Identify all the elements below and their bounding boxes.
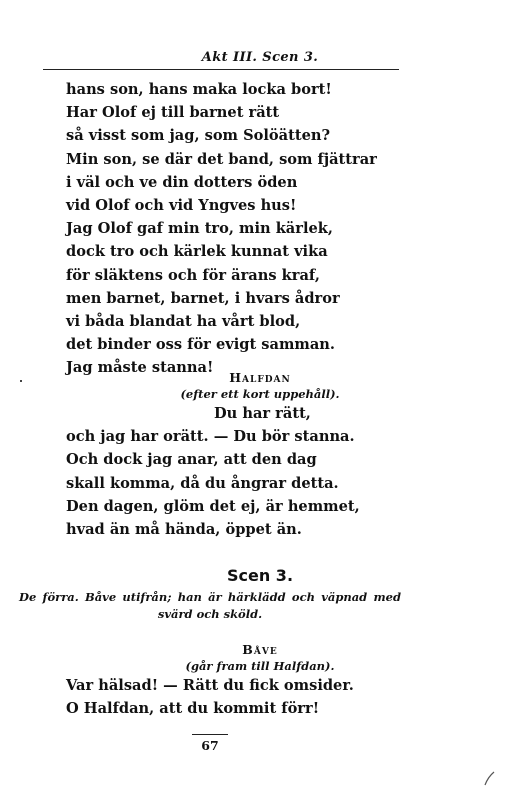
speaker-name: Båve	[242, 642, 278, 657]
verse-line: hvad än må hända, öppet än.	[66, 521, 302, 539]
verse-line: skall komma, då du ångrar detta.	[66, 474, 339, 492]
verse-line: vi båda blandat ha vårt blod,	[66, 313, 301, 331]
verse-line: dock tro och kärlek kunnat vika	[66, 243, 328, 261]
verse-line: Var hälsad! — Rätt du fick omsider.	[66, 677, 354, 694]
page-number: 67	[201, 738, 219, 753]
header-rule	[43, 69, 399, 70]
verse-line: Jag Olof gaf min tro, min kärlek,	[66, 220, 333, 238]
verse-passage-2	[66, 402, 360, 541]
scene-description-line: De förra. Båve utifrån; han är härklädd och väpnad med	[19, 590, 401, 604]
verse-line: för släktens och för ärans kraf,	[66, 266, 320, 284]
verse-line: Har Olof ej till barnet rätt	[66, 104, 280, 122]
verse-line: Jag måste stanna!	[66, 359, 214, 377]
scene-description-line: svärd och sköld.	[157, 607, 263, 621]
running-head: Akt III. Scen 3.	[201, 50, 319, 65]
scene-description	[19, 589, 401, 623]
verse-line: hans son, hans maka locka bort!	[66, 81, 332, 98]
verse-line: så visst som jag, som Solöätten?	[66, 127, 331, 145]
verse-passage-1	[66, 78, 377, 380]
footer-rule	[192, 734, 228, 735]
verse-line: Och dock jag anar, att den dag	[66, 451, 317, 469]
stage-direction: (efter ett kort uppehåll).	[180, 387, 340, 401]
stage-direction: (går fram till Halfdan).	[185, 659, 335, 673]
verse-line: Du har rätt,	[214, 405, 311, 422]
verse-line: Min son, se där det band, som fjättrar	[66, 150, 377, 168]
verse-line: och jag har orätt. — Du bör stanna.	[66, 428, 355, 446]
verse-passage-3	[66, 674, 354, 720]
verse-line: vid Olof och vid Yngves hus!	[66, 197, 297, 215]
verse-line: i väl och ve din dotters öden	[66, 173, 298, 191]
verse-line: men barnet, barnet, i hvars ådror	[66, 289, 340, 307]
margin-mark	[484, 770, 496, 786]
margin-speck	[20, 380, 22, 382]
verse-line: O Halfdan, att du kommit förr!	[66, 700, 320, 718]
speaker-name: Halfdan	[229, 370, 291, 385]
scene-title: Scen 3.	[226, 566, 294, 585]
verse-line: det binder oss för evigt samman.	[66, 336, 335, 354]
verse-line: Den dagen, glöm det ej, är hemmet,	[66, 497, 360, 515]
